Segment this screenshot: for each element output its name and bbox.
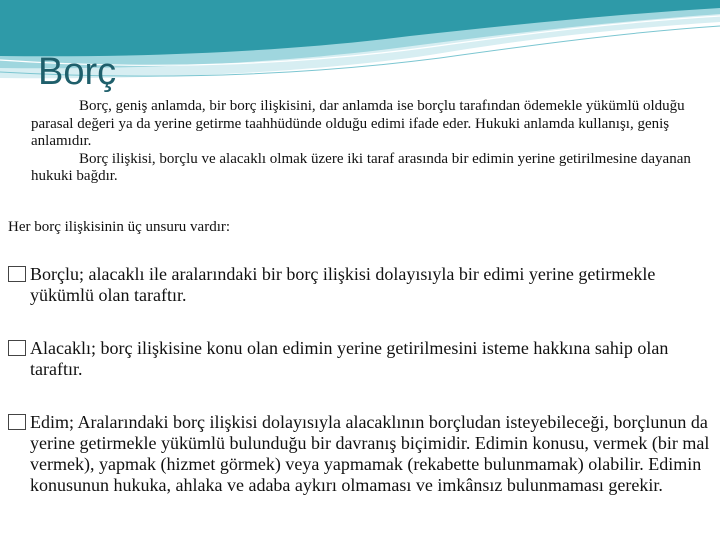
square-bullet-icon bbox=[8, 340, 26, 356]
item-term: Alacaklı; bbox=[30, 338, 96, 358]
list-item-edim bbox=[8, 412, 716, 496]
list-item-borclu bbox=[8, 264, 716, 306]
intro-paragraph-2: Borç ilişkisi, borçlu ve alacaklı olmak üzere iki taraf arasında bir edimin yerine getirilmesine dayanan hukuki bağdır. bbox=[31, 150, 691, 184]
list-item-alacakli bbox=[8, 338, 716, 380]
intro-paragraph-1: Borç, geniş anlamda, bir borç ilişkisini, dar anlamda ise borçlu tarafından ödemekle yükümlü olduğu parasal değeri ya da yerine getirme taahhüdünde olduğu edimi ifade eder. Hukuki anlamda kullanışı, geniş anlamıdır. bbox=[31, 98, 685, 149]
lead-sentence: Her borç ilişkisinin üç unsuru vardır: bbox=[8, 219, 231, 235]
square-bullet-icon bbox=[8, 266, 26, 282]
item-text: alacaklı ile aralarındaki bir borç ilişkisi dolayısıyla bir edimi yerine getirmekle yükümlü olan taraftır. bbox=[30, 264, 656, 305]
item-term: Edim; bbox=[30, 412, 74, 432]
intro-text bbox=[31, 98, 711, 186]
item-term: Borçlu; bbox=[30, 264, 84, 284]
item-text: Aralarındaki borç ilişkisi dolayısıyla alacaklının borçludan isteyebileceği, borçlunun da yerine getirmekle yükümlü bulunduğu bir davranış biçimidir. Edimin konusu, vermek (bir mal vermek), yapmak (hizmet görmek) veya yapmamak (rekabette bulunmamak) olabilir. Edimin konusunun hukuka, ahlaka ve adaba aykırı olmaması ve imkânsız bulunmaması gerekir. bbox=[30, 412, 710, 495]
item-text: borç ilişkisine konu olan edimin yerine getirilmesini isteme hakkına sahip olan taraftır. bbox=[30, 338, 669, 379]
page-title: Borç bbox=[38, 51, 117, 93]
square-bullet-icon bbox=[8, 414, 26, 430]
